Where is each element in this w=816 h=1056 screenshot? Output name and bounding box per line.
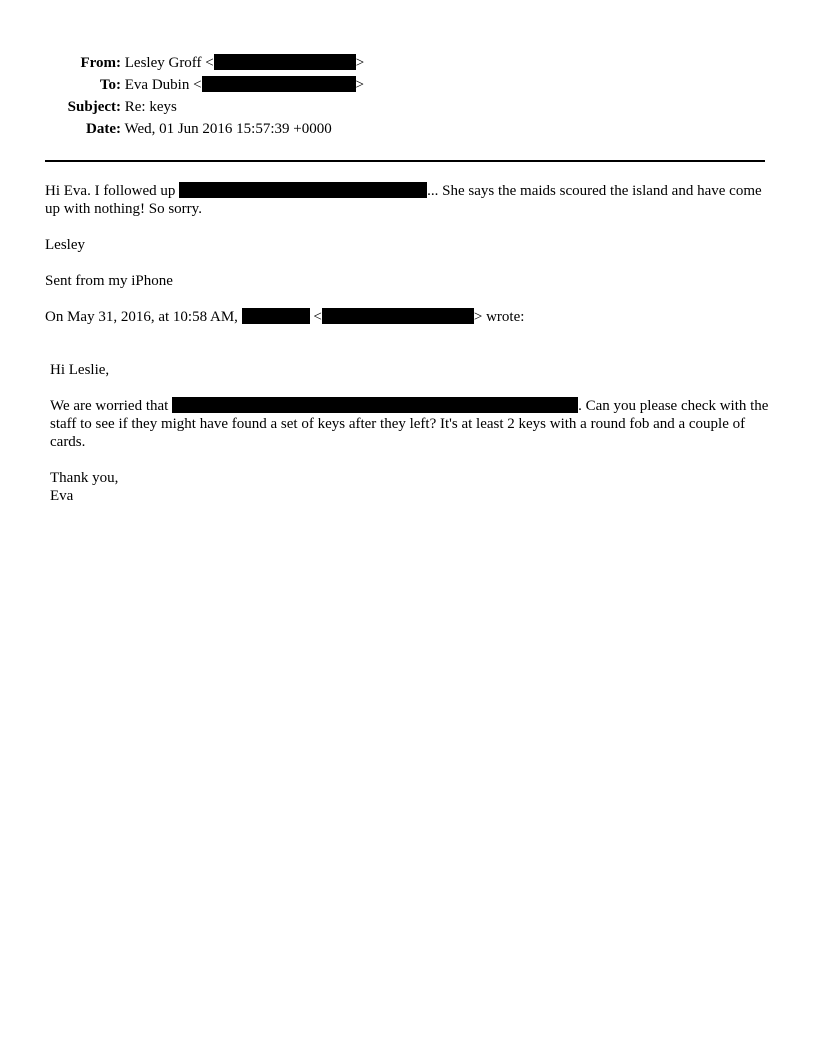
attribution-end: > wrote: bbox=[473, 309, 525, 325]
quoted-text-start: We are worried that bbox=[50, 398, 173, 414]
sent-from-line: Sent from my iPhone bbox=[45, 273, 173, 289]
to-label: To: bbox=[99, 77, 121, 93]
date-label: Date: bbox=[86, 121, 121, 137]
subject-row bbox=[0, 96, 816, 118]
redaction-box bbox=[242, 308, 310, 324]
quoted-name: Eva bbox=[50, 488, 74, 504]
from-name: Lesley Groff < bbox=[124, 55, 214, 71]
quoted-greeting: Hi Leslie, bbox=[50, 362, 110, 378]
attribution-start: On May 31, 2016, at 10:58 AM, bbox=[45, 309, 242, 325]
quoted-paragraph bbox=[50, 397, 770, 451]
email-header bbox=[0, 52, 816, 140]
subject-value: Re: keys bbox=[124, 99, 177, 115]
to-name: Eva Dubin < bbox=[124, 77, 202, 93]
from-row bbox=[0, 52, 816, 74]
from-label: From: bbox=[80, 55, 121, 71]
attribution-line bbox=[45, 308, 770, 326]
to-row bbox=[0, 74, 816, 96]
reply-signature: Lesley bbox=[45, 237, 85, 253]
quoted-message bbox=[50, 361, 770, 523]
attribution-mid: < bbox=[309, 309, 322, 325]
redaction-box bbox=[214, 54, 356, 70]
header-divider bbox=[45, 160, 765, 162]
to-value bbox=[125, 77, 364, 93]
from-value bbox=[125, 55, 364, 71]
date-row bbox=[0, 118, 816, 140]
quoted-text-end: . Can you please check with the staff to see if they might have found a set of keys after they left? It's at least 2 keys with a round fob and a couple of cards. bbox=[50, 398, 769, 450]
redaction-box bbox=[172, 397, 578, 413]
date-value: Wed, 01 Jun 2016 15:57:39 +0000 bbox=[124, 121, 332, 137]
reply-body bbox=[45, 182, 770, 344]
reply-paragraph bbox=[45, 182, 770, 218]
to-close: > bbox=[355, 77, 364, 93]
quoted-closing: Thank you, bbox=[50, 470, 119, 486]
redaction-box bbox=[179, 182, 427, 198]
subject-label: Subject: bbox=[67, 99, 121, 115]
reply-text-start: Hi Eva. I followed up bbox=[45, 183, 180, 199]
reply-text-end: ... She says the maids scoured the island and have come up with nothing! So sorry. bbox=[45, 183, 762, 217]
redaction-box bbox=[202, 76, 356, 92]
redaction-box bbox=[322, 308, 474, 324]
from-close: > bbox=[355, 55, 365, 71]
